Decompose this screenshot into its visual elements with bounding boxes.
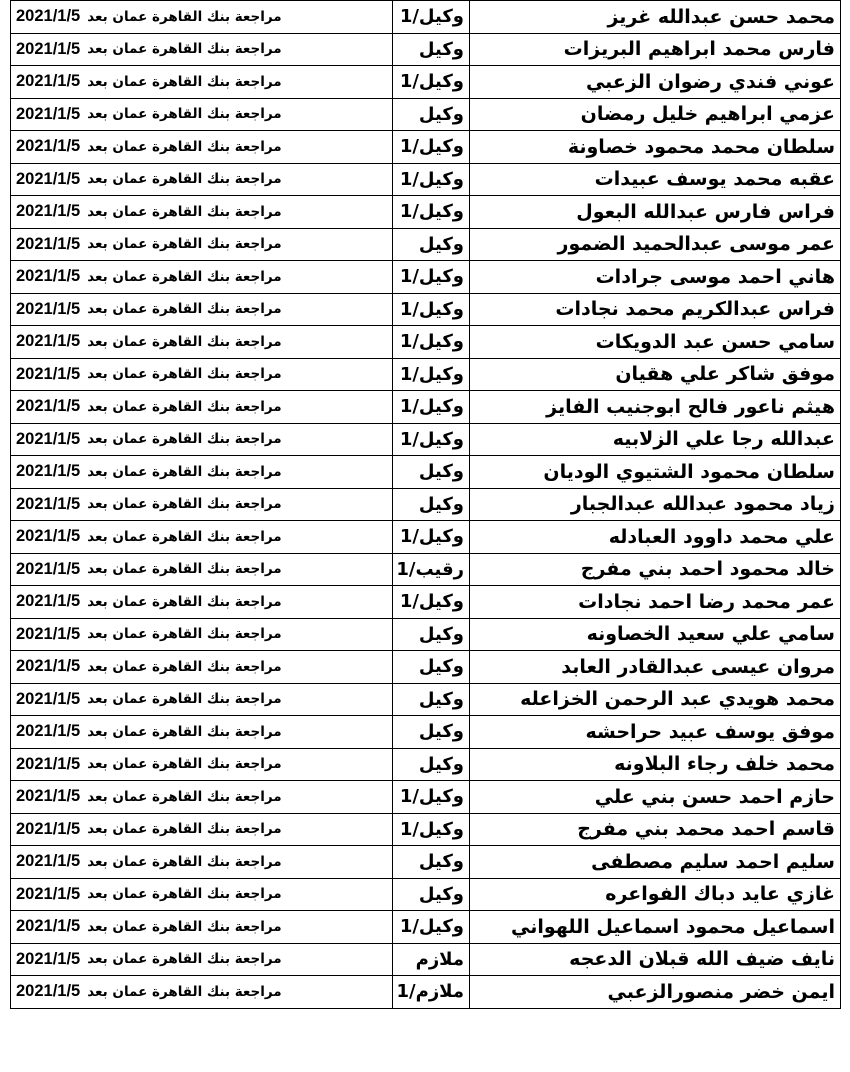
rank-cell[interactable]: وكيل <box>393 98 470 131</box>
rank-cell[interactable]: وكيل/1 <box>393 326 470 359</box>
note-date: 2021/1/5 <box>16 559 81 578</box>
note-content <box>16 885 282 904</box>
note-cell[interactable] <box>11 911 393 944</box>
note-cell[interactable] <box>11 846 393 879</box>
table-row <box>11 196 841 229</box>
table-row <box>11 521 841 554</box>
rank-cell[interactable]: وكيل/1 <box>393 66 470 99</box>
note-content <box>16 462 282 481</box>
name-cell[interactable]: زياد محمود عبدالله عبدالجبار <box>470 488 841 521</box>
name-cell[interactable]: حازم احمد حسن بني علي <box>470 781 841 814</box>
table-row <box>11 358 841 391</box>
note-text: مراجعة بنك القاهرة عمان بعد <box>87 951 282 968</box>
note-cell[interactable] <box>11 716 393 749</box>
note-cell[interactable] <box>11 33 393 66</box>
note-date: 2021/1/5 <box>16 689 81 708</box>
note-date: 2021/1/5 <box>16 137 81 156</box>
table-row <box>11 878 841 911</box>
note-cell[interactable] <box>11 131 393 164</box>
name-cell[interactable]: غازي عايد دباك الفواعره <box>470 878 841 911</box>
note-date: 2021/1/5 <box>16 852 81 871</box>
note-cell[interactable] <box>11 878 393 911</box>
note-date: 2021/1/5 <box>16 364 81 383</box>
note-date: 2021/1/5 <box>16 592 81 611</box>
rank-cell[interactable]: وكيل <box>393 651 470 684</box>
note-date: 2021/1/5 <box>16 104 81 123</box>
name-cell[interactable]: موفق شاكر علي هقيان <box>470 358 841 391</box>
note-text: مراجعة بنك القاهرة عمان بعد <box>87 236 282 253</box>
table-row <box>11 488 841 521</box>
note-content <box>16 495 282 514</box>
note-cell[interactable] <box>11 293 393 326</box>
rank-cell[interactable]: وكيل/1 <box>393 163 470 196</box>
note-content <box>16 592 282 611</box>
note-cell[interactable] <box>11 521 393 554</box>
note-content <box>16 300 282 319</box>
note-content <box>16 950 282 969</box>
rank-cell[interactable]: وكيل/1 <box>393 586 470 619</box>
rank-cell[interactable]: وكيل/1 <box>393 261 470 294</box>
rank-cell[interactable]: وكيل/1 <box>393 391 470 424</box>
name-cell[interactable]: محمد خلف رجاء البلاونه <box>470 748 841 781</box>
name-cell[interactable]: فارس محمد ابراهيم البريزات <box>470 33 841 66</box>
name-cell[interactable]: سليم احمد سليم مصطفى <box>470 846 841 879</box>
name-cell[interactable]: هيثم ناعور فالح ابوجنيب الفايز <box>470 391 841 424</box>
name-cell[interactable]: عبدالله رجا علي الزلابيه <box>470 423 841 456</box>
table-row <box>11 326 841 359</box>
note-date: 2021/1/5 <box>16 884 81 903</box>
rank-cell[interactable]: وكيل <box>393 846 470 879</box>
note-cell[interactable] <box>11 261 393 294</box>
table-row <box>11 131 841 164</box>
table-row <box>11 683 841 716</box>
note-cell[interactable] <box>11 196 393 229</box>
note-cell[interactable] <box>11 488 393 521</box>
note-cell[interactable] <box>11 228 393 261</box>
note-content <box>16 625 282 644</box>
note-text: مراجعة بنك القاهرة عمان بعد <box>87 73 282 90</box>
note-cell[interactable] <box>11 326 393 359</box>
note-text: مراجعة بنك القاهرة عمان بعد <box>87 496 282 513</box>
note-text: مراجعة بنك القاهرة عمان بعد <box>87 788 282 805</box>
note-cell[interactable] <box>11 163 393 196</box>
table-row <box>11 33 841 66</box>
note-cell[interactable] <box>11 618 393 651</box>
note-content <box>16 7 282 26</box>
name-cell[interactable]: سامي حسن عبد الدويكات <box>470 326 841 359</box>
note-date: 2021/1/5 <box>16 169 81 188</box>
note-date: 2021/1/5 <box>16 39 81 58</box>
rank-cell[interactable]: وكيل/1 <box>393 423 470 456</box>
note-text: مراجعة بنك القاهرة عمان بعد <box>87 268 282 285</box>
note-text: مراجعة بنك القاهرة عمان بعد <box>87 593 282 610</box>
note-content <box>16 202 282 221</box>
rank-cell[interactable]: وكيل/1 <box>393 521 470 554</box>
note-content <box>16 560 282 579</box>
rank-cell[interactable]: ملازم/1 <box>393 976 470 1009</box>
note-cell[interactable] <box>11 586 393 619</box>
rank-cell[interactable]: رقيب/1 <box>393 553 470 586</box>
note-date: 2021/1/5 <box>16 754 81 773</box>
note-content <box>16 267 282 286</box>
note-text: مراجعة بنك القاهرة عمان بعد <box>87 691 282 708</box>
rank-cell[interactable]: وكيل/1 <box>393 358 470 391</box>
note-text: مراجعة بنك القاهرة عمان بعد <box>87 918 282 935</box>
table-row <box>11 293 841 326</box>
note-date: 2021/1/5 <box>16 299 81 318</box>
note-text: مراجعة بنك القاهرة عمان بعد <box>87 983 282 1000</box>
note-content <box>16 332 282 351</box>
note-cell[interactable] <box>11 553 393 586</box>
note-content <box>16 982 282 1001</box>
rank-cell[interactable]: وكيل <box>393 748 470 781</box>
note-text: مراجعة بنك القاهرة عمان بعد <box>87 398 282 415</box>
note-date: 2021/1/5 <box>16 202 81 221</box>
rank-cell[interactable]: وكيل <box>393 456 470 489</box>
note-date: 2021/1/5 <box>16 462 81 481</box>
note-text: مراجعة بنك القاهرة عمان بعد <box>87 626 282 643</box>
note-date: 2021/1/5 <box>16 332 81 351</box>
note-text: مراجعة بنك القاهرة عمان بعد <box>87 171 282 188</box>
note-cell[interactable] <box>11 358 393 391</box>
rank-cell[interactable]: وكيل <box>393 618 470 651</box>
note-cell[interactable] <box>11 683 393 716</box>
note-content <box>16 170 282 189</box>
table-row <box>11 813 841 846</box>
rank-cell[interactable]: وكيل/1 <box>393 131 470 164</box>
note-date: 2021/1/5 <box>16 429 81 448</box>
note-text: مراجعة بنك القاهرة عمان بعد <box>87 853 282 870</box>
note-cell[interactable] <box>11 813 393 846</box>
note-cell[interactable] <box>11 423 393 456</box>
note-date: 2021/1/5 <box>16 819 81 838</box>
note-text: مراجعة بنك القاهرة عمان بعد <box>87 821 282 838</box>
note-date: 2021/1/5 <box>16 624 81 643</box>
name-cell[interactable]: ايمن خضر منصورالزعبي <box>470 976 841 1009</box>
note-content <box>16 917 282 936</box>
name-cell[interactable]: عزمي ابراهيم خليل رمضان <box>470 98 841 131</box>
table-row <box>11 456 841 489</box>
table-row <box>11 586 841 619</box>
note-date: 2021/1/5 <box>16 267 81 286</box>
note-text: مراجعة بنك القاهرة عمان بعد <box>87 756 282 773</box>
table-row <box>11 163 841 196</box>
note-content <box>16 527 282 546</box>
note-content <box>16 72 282 91</box>
name-cell[interactable]: علي محمد داوود العبادله <box>470 521 841 554</box>
name-cell[interactable]: نايف ضيف الله قبلان الدعجه <box>470 943 841 976</box>
name-cell[interactable]: اسماعيل محمود اسماعيل اللهواني <box>470 911 841 944</box>
name-cell[interactable]: سامي علي سعيد الخصاونه <box>470 618 841 651</box>
note-content <box>16 657 282 676</box>
note-cell[interactable] <box>11 66 393 99</box>
note-cell[interactable] <box>11 98 393 131</box>
note-date: 2021/1/5 <box>16 917 81 936</box>
note-text: مراجعة بنك القاهرة عمان بعد <box>87 886 282 903</box>
note-date: 2021/1/5 <box>16 657 81 676</box>
note-text: مراجعة بنك القاهرة عمان بعد <box>87 658 282 675</box>
note-cell[interactable] <box>11 391 393 424</box>
name-cell[interactable]: قاسم احمد محمد بني مفرج <box>470 813 841 846</box>
note-text: مراجعة بنك القاهرة عمان بعد <box>87 301 282 318</box>
note-content <box>16 40 282 59</box>
note-content <box>16 430 282 449</box>
name-cell[interactable]: محمد حسن عبدالله غريز <box>470 1 841 34</box>
table-row <box>11 781 841 814</box>
rank-cell[interactable]: وكيل <box>393 878 470 911</box>
name-cell[interactable]: هاني احمد موسى جرادات <box>470 261 841 294</box>
note-text: مراجعة بنك القاهرة عمان بعد <box>87 723 282 740</box>
note-text: مراجعة بنك القاهرة عمان بعد <box>87 561 282 578</box>
rank-cell[interactable]: وكيل <box>393 228 470 261</box>
table-row <box>11 423 841 456</box>
table-row <box>11 391 841 424</box>
rank-cell[interactable]: وكيل <box>393 716 470 749</box>
rank-cell[interactable]: وكيل/1 <box>393 781 470 814</box>
note-date: 2021/1/5 <box>16 234 81 253</box>
note-content <box>16 787 282 806</box>
table-row <box>11 261 841 294</box>
table-row <box>11 748 841 781</box>
note-text: مراجعة بنك القاهرة عمان بعد <box>87 366 282 383</box>
note-text: مراجعة بنك القاهرة عمان بعد <box>87 8 282 25</box>
name-cell[interactable]: عمر محمد رضا احمد نجادات <box>470 586 841 619</box>
note-date: 2021/1/5 <box>16 527 81 546</box>
note-date: 2021/1/5 <box>16 72 81 91</box>
note-date: 2021/1/5 <box>16 397 81 416</box>
rank-cell[interactable]: وكيل/1 <box>393 293 470 326</box>
note-text: مراجعة بنك القاهرة عمان بعد <box>87 203 282 220</box>
note-text: مراجعة بنك القاهرة عمان بعد <box>87 333 282 350</box>
table-row <box>11 976 841 1009</box>
rank-cell[interactable]: وكيل <box>393 33 470 66</box>
note-cell[interactable] <box>11 748 393 781</box>
table-row <box>11 98 841 131</box>
name-cell[interactable]: عوني فندي رضوان الزعبي <box>470 66 841 99</box>
note-text: مراجعة بنك القاهرة عمان بعد <box>87 528 282 545</box>
spreadsheet-sheet <box>10 0 848 1070</box>
rank-cell[interactable]: ملازم <box>393 943 470 976</box>
name-cell[interactable]: فراس عبدالكريم محمد نجادات <box>470 293 841 326</box>
note-content <box>16 755 282 774</box>
name-cell[interactable]: فراس فارس عبدالله البعول <box>470 196 841 229</box>
name-cell[interactable]: خالد محمود احمد بني مفرج <box>470 553 841 586</box>
name-cell[interactable]: مروان عيسى عبدالقادر العابد <box>470 651 841 684</box>
note-cell[interactable] <box>11 651 393 684</box>
note-text: مراجعة بنك القاهرة عمان بعد <box>87 138 282 155</box>
table-row <box>11 66 841 99</box>
roster-table <box>10 0 841 1009</box>
name-cell[interactable]: سلطان محمود الشتيوي الوديان <box>470 456 841 489</box>
note-text: مراجعة بنك القاهرة عمان بعد <box>87 431 282 448</box>
note-cell[interactable] <box>11 456 393 489</box>
note-cell[interactable] <box>11 781 393 814</box>
note-date: 2021/1/5 <box>16 494 81 513</box>
note-content <box>16 235 282 254</box>
note-date: 2021/1/5 <box>16 7 81 26</box>
table-row <box>11 651 841 684</box>
rank-cell[interactable]: وكيل/1 <box>393 911 470 944</box>
rank-cell[interactable]: وكيل/1 <box>393 196 470 229</box>
note-content <box>16 722 282 741</box>
note-date: 2021/1/5 <box>16 949 81 968</box>
rank-cell[interactable]: وكيل <box>393 683 470 716</box>
note-text: مراجعة بنك القاهرة عمان بعد <box>87 106 282 123</box>
note-date: 2021/1/5 <box>16 982 81 1001</box>
table-row <box>11 943 841 976</box>
rank-cell[interactable]: وكيل/1 <box>393 813 470 846</box>
note-text: مراجعة بنك القاهرة عمان بعد <box>87 41 282 58</box>
note-content <box>16 365 282 384</box>
table-row <box>11 846 841 879</box>
note-content <box>16 397 282 416</box>
note-content <box>16 137 282 156</box>
note-content <box>16 105 282 124</box>
table-row <box>11 1 841 34</box>
rank-cell[interactable]: وكيل <box>393 488 470 521</box>
note-date: 2021/1/5 <box>16 787 81 806</box>
name-cell[interactable]: سلطان محمد محمود خصاونة <box>470 131 841 164</box>
table-row <box>11 618 841 651</box>
roster-body <box>11 1 841 1009</box>
table-row <box>11 228 841 261</box>
rank-cell[interactable]: وكيل/1 <box>393 1 470 34</box>
table-row <box>11 716 841 749</box>
note-cell[interactable] <box>11 1 393 34</box>
name-cell[interactable]: عمر موسى عبدالحميد الضمور <box>470 228 841 261</box>
note-text: مراجعة بنك القاهرة عمان بعد <box>87 463 282 480</box>
note-content <box>16 852 282 871</box>
table-row <box>11 911 841 944</box>
name-cell[interactable]: عقبه محمد يوسف عبيدات <box>470 163 841 196</box>
name-cell[interactable]: موفق يوسف عبيد حراحشه <box>470 716 841 749</box>
note-date: 2021/1/5 <box>16 722 81 741</box>
note-content <box>16 820 282 839</box>
table-row <box>11 553 841 586</box>
note-content <box>16 690 282 709</box>
note-cell[interactable] <box>11 943 393 976</box>
note-cell[interactable] <box>11 976 393 1009</box>
name-cell[interactable]: محمد هويدي عبد الرحمن الخزاعله <box>470 683 841 716</box>
